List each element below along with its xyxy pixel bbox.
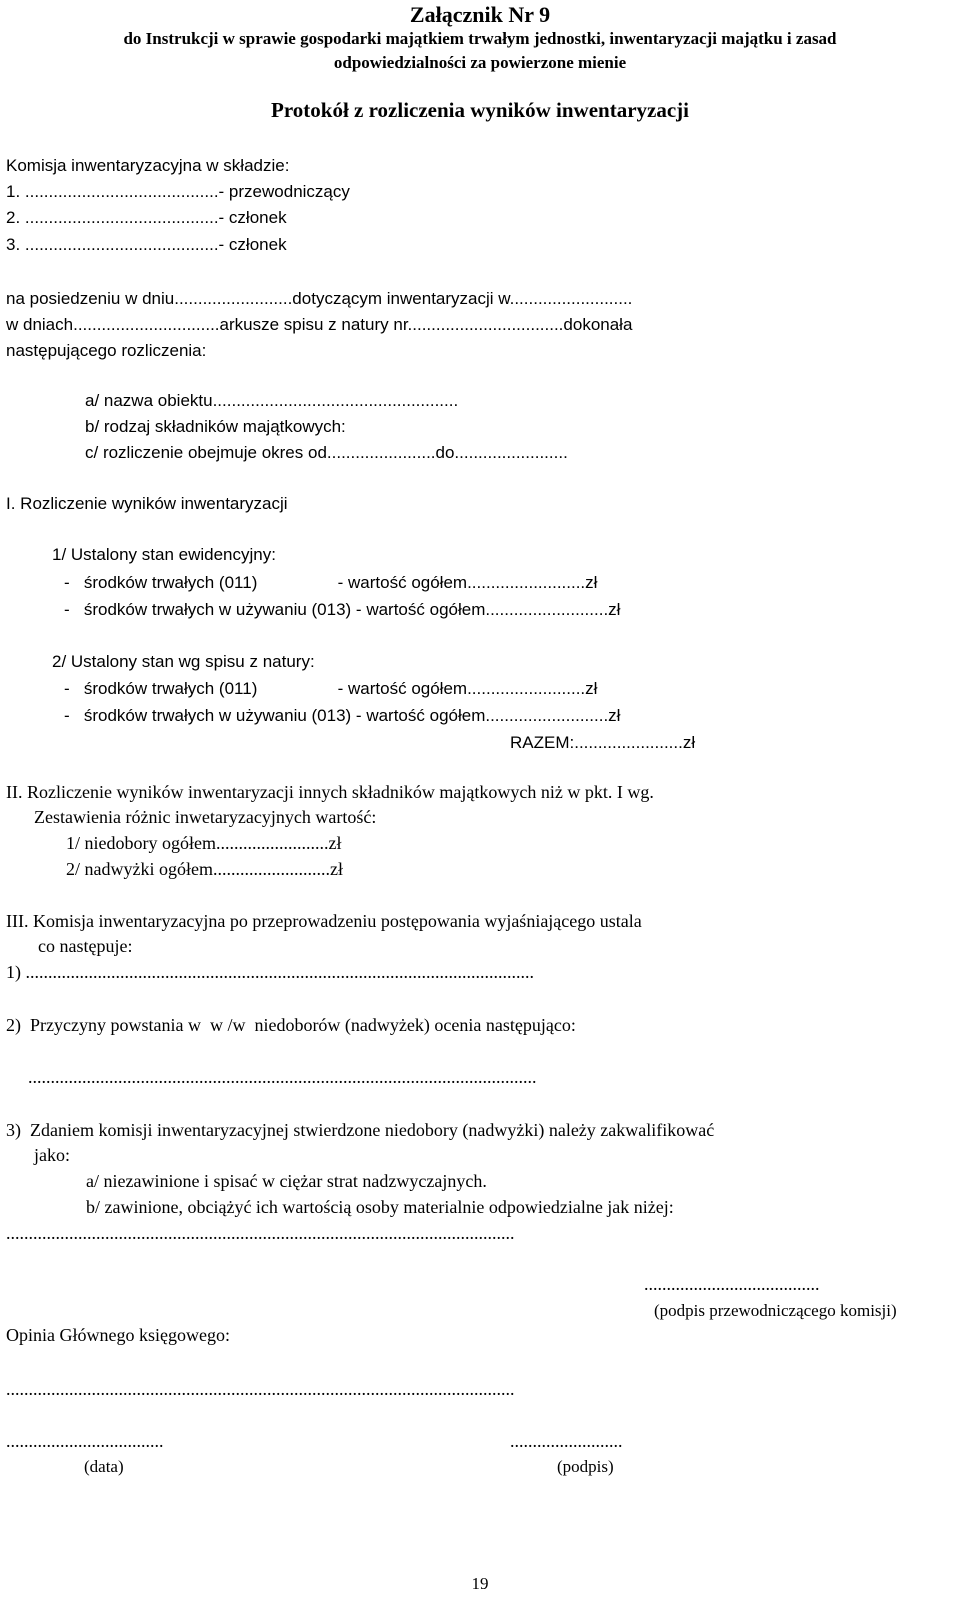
meeting-line-2: w dniach...............................arkusze spisu z natury nr.................................dokonała (6, 315, 633, 334)
chief-accountant-opinion-dots: ................................................................................................................. (6, 1379, 515, 1399)
section-1-point-1-title: 1/ Ustalony stan ewidencyjny: (52, 545, 276, 564)
commission-member-3: 3. .........................................- członek (6, 235, 287, 254)
section-3-item-3-a: a/ niezawinione i spisać w ciężar strat nadzwyczajnych. (86, 1171, 487, 1191)
section-1-point-2-row-2: - środków trwałych w używaniu (013) - wartość ogółem..........................zł (64, 706, 621, 725)
date-label: (data) (84, 1457, 124, 1476)
chief-accountant-opinion-heading: Opinia Głównego księgowego: (6, 1325, 230, 1345)
section-2-line-1: II. Rozliczenie wyników inwentaryzacji innych składników majątkowych niż w pkt. I wg. (6, 782, 654, 802)
section-2-line-2: Zestawienia różnic inwetaryzacyjnych wartość: (34, 807, 377, 827)
attachment-subtitle-line2: odpowiedzialności za powierzone mienie (333, 53, 627, 72)
section-2-shortage: 1/ niedobory ogółem.........................zł (66, 833, 342, 853)
section-1-point-1-row-1: - środków trwałych (011) - wartość ogółem.........................zł (64, 573, 598, 592)
commission-heading: Komisja inwentaryzacyjna w składzie: (6, 156, 290, 175)
section-3-item-3-dots: ................................................................................................................. (6, 1223, 515, 1243)
section-3-line-1: III. Komisja inwentaryzacyjna po przeprowadzeniu postępowania wyjaśniającego ustala (6, 911, 642, 931)
section-1-point-2-row-1: - środków trwałych (011) - wartość ogółem.........................zł (64, 679, 598, 698)
signature-dots: ......................... (510, 1431, 623, 1451)
section-1-title: I. Rozliczenie wyników inwentaryzacji (6, 494, 288, 513)
attachment-subtitle-line1: do Instrukcji w sprawie gospodarki majątkiem trwałym jednostki, inwentaryzacji majątku i zasad (123, 29, 837, 48)
attachment-title: Załącznik Nr 9 (409, 2, 551, 27)
object-name: a/ nazwa obiektu.................................................... (85, 391, 459, 410)
commission-member-1: 1. .........................................- przewodniczący (6, 182, 350, 201)
chair-signature-dots: ....................................... (644, 1274, 820, 1294)
section-1-total: RAZEM:.......................zł (510, 733, 696, 752)
section-1-point-1-row-2: - środków trwałych w używaniu (013) - wartość ogółem..........................zł (64, 600, 621, 619)
section-3-line-2: co następuje: (38, 936, 133, 956)
section-3-item-2: 2) Przyczyny powstania w w /w niedoborów (nadwyżek) ocenia następująco: (6, 1015, 576, 1035)
protocol-title: Protokół z rozliczenia wyników inwentaryzacji (271, 98, 689, 122)
section-3-item-3-line-2: jako: (34, 1145, 70, 1165)
page-number: 19 (471, 1574, 489, 1593)
commission-member-2: 2. .........................................- członek (6, 208, 287, 227)
section-2-surplus: 2/ nadwyżki ogółem..........................zł (66, 859, 343, 879)
settlement-period: c/ rozliczenie obejmuje okres od.......................do........................ (85, 443, 568, 462)
section-1-point-2-title: 2/ Ustalony stan wg spisu z natury: (52, 652, 315, 671)
section-3-item-3-line-1: 3) Zdaniem komisji inwentaryzacyjnej stwierdzone niedobory (nadwyżki) należy zakwalifikować (6, 1120, 715, 1140)
meeting-line-1: na posiedzeniu w dniu.........................dotyczącym inwentaryzacji w.......................... (6, 289, 633, 308)
section-3-item-3-b: b/ zawinione, obciążyć ich wartością osoby materialnie odpowiedzialne jak niżej: (86, 1197, 674, 1217)
section-3-item-2-dots: ................................................................................................................. (28, 1067, 537, 1087)
meeting-line-3: następującego rozliczenia: (6, 341, 207, 360)
asset-type: b/ rodzaj składników majątkowych: (85, 417, 346, 436)
date-dots: ................................... (6, 1431, 164, 1451)
section-3-item-1: 1) ................................................................................................................. (6, 962, 534, 982)
signature-label: (podpis) (557, 1457, 614, 1476)
chair-signature-label: (podpis przewodniczącego komisji) (654, 1301, 897, 1320)
